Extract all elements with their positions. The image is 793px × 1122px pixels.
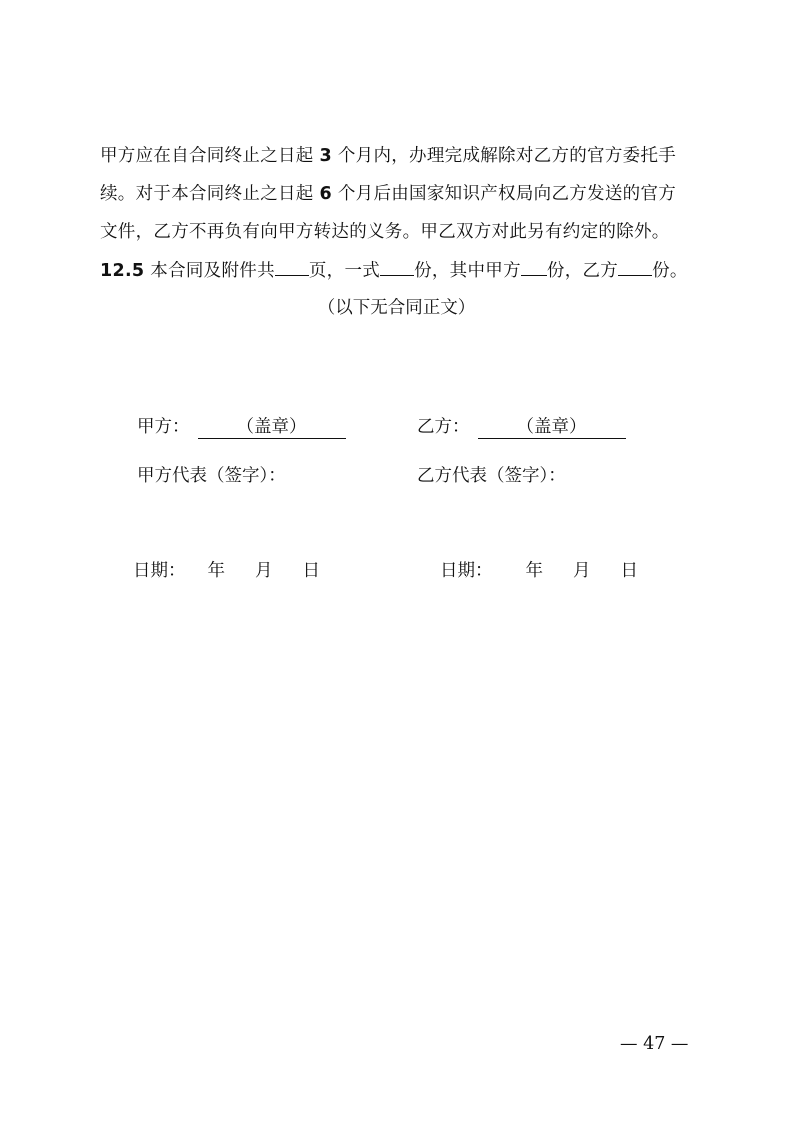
text-segment: 文件，乙方不再负有向甲方转达的义务。甲乙双方对此另有约定的除外。 <box>100 222 670 242</box>
paragraph-line-1 <box>100 145 700 167</box>
number-three: 3 <box>319 146 332 166</box>
party-b-seal-field[interactable] <box>478 416 626 439</box>
clause-number: 12.5 <box>100 261 145 281</box>
page-number: — 47 — <box>620 1034 689 1054</box>
party-b-label: 乙方： <box>417 417 470 437</box>
clause-12-5 <box>100 259 700 282</box>
party-a-seal-field[interactable] <box>198 416 346 439</box>
date-label: 日期： <box>440 561 493 581</box>
text-segment: 甲方应在自合同终止之日起 <box>100 146 314 166</box>
blank-copies <box>380 259 414 276</box>
text-segment: 个月内，办理完成解除对乙方的官方委托手 <box>337 146 677 166</box>
party-b-seal-row <box>417 416 626 439</box>
day-label: 日 <box>302 561 320 581</box>
month-label: 月 <box>573 561 591 581</box>
date-label: 日期： <box>133 561 186 581</box>
party-b-representative: 乙方代表（签字）： <box>417 466 566 486</box>
party-b-date-row <box>440 560 638 582</box>
day-label: 日 <box>620 561 638 581</box>
month-label: 月 <box>255 561 273 581</box>
party-a-seal-row <box>137 416 346 439</box>
party-a-representative: 甲方代表（签字）： <box>137 466 286 486</box>
clause-text: 页，一式 <box>308 261 381 281</box>
party-a-date-row <box>133 560 320 582</box>
year-label: 年 <box>525 561 543 581</box>
end-of-contract-note: （以下无合同正文） <box>317 298 476 318</box>
paragraph-line-3 <box>100 221 700 243</box>
paragraph-line-2 <box>100 183 700 205</box>
number-six: 6 <box>319 184 332 204</box>
blank-party-a-copies <box>521 259 547 276</box>
seal-text: （盖章） <box>236 417 307 437</box>
blank-party-b-copies <box>618 259 652 276</box>
blank-pages <box>275 259 309 276</box>
party-a-label: 甲方： <box>137 417 190 437</box>
year-label: 年 <box>207 561 225 581</box>
text-segment: 个月后由国家知识产权局向乙方发送的官方 <box>337 184 677 204</box>
text-segment: 续。对于本合同终止之日起 <box>100 184 314 204</box>
clause-text: 份，乙方 <box>546 261 619 281</box>
clause-text: 份，其中甲方 <box>414 261 521 281</box>
clause-text: 本合同及附件共 <box>150 261 275 281</box>
clause-text: 份。 <box>652 261 688 281</box>
seal-text: （盖章） <box>516 417 587 437</box>
